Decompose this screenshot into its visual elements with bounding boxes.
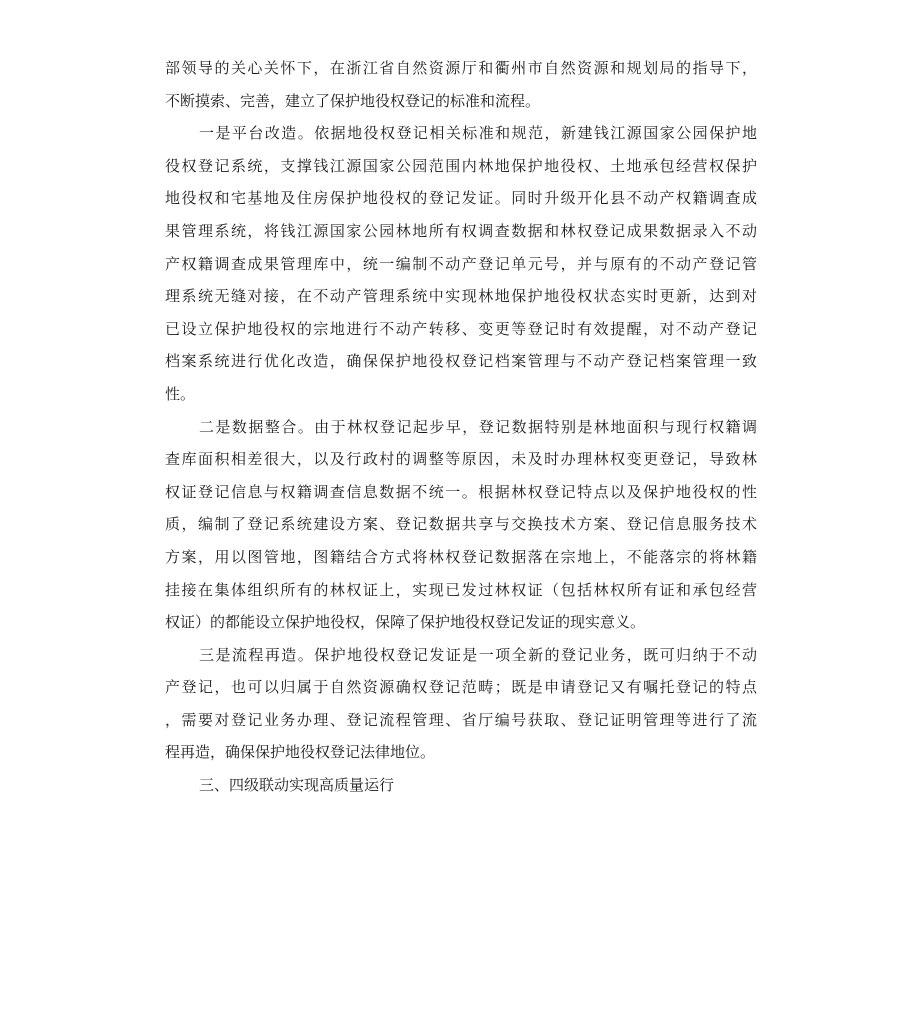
text-line: 不断摸索、完善，建立了保护地役权登记的标准和流程。: [165, 91, 541, 110]
text-line: 查库面积相差很大，以及行政村的调整等原因，未及时办理林权变更登记，导致林: [165, 450, 757, 469]
text-line: 方案，用以图管地，图籍结合方式将林权登记数据落在宗地上，不能落宗的将林籍: [165, 547, 757, 566]
text-line: ，需要对登记业务办理、登记流程管理、省厅编号获取、登记证明管理等进行了流: [165, 710, 757, 729]
text-line: 权证）的都能设立保护地役权，保障了保护地役权登记发证的现实意义。: [165, 613, 646, 632]
text-line: 三是流程再造。保护地役权登记发证是一项全新的登记业务，既可归纳于不动: [199, 645, 757, 664]
text-line: 一是平台改造。依据地役权登记相关标准和规范，新建钱江源国家公园保护地: [199, 124, 757, 143]
text-line: 档案系统进行优化改造，确保保护地役权登记档案管理与不动产登记档案管理一致: [165, 352, 757, 371]
text-line: 役权登记系统，支撑钱江源国家公园范围内林地保护地役权、土地承包经营权保护: [165, 156, 757, 175]
text-line: 挂接在集体组织所有的林权证上，实现已发过林权证（包括林权所有证和承包经营: [165, 580, 757, 599]
text-line: 权证登记信息与权籍调查信息数据不统一。根据林权登记特点以及保护地役权的性: [165, 482, 757, 501]
text-line: 性。: [165, 384, 196, 403]
text-line: 程再造，确保保护地役权登记法律地位。: [165, 743, 436, 762]
text-line: 二是数据整合。由于林权登记起步早，登记数据特别是林地面积与现行权籍调: [199, 417, 757, 436]
text-line: 产权籍调查成果管理库中，统一编制不动产登记单元号，并与原有的不动产登记管: [165, 254, 757, 273]
text-line: 地役权和宅基地及住房保护地役权的登记发证。同时升级开化县不动产权籍调查成: [165, 189, 757, 208]
text-line: 部领导的关心关怀下，在浙江省自然资源厅和衢州市自然资源和规划局的指导下，: [165, 59, 757, 77]
document-body: [165, 52, 757, 802]
text-line: 产登记，也可以归属于自然资源确权登记范畴；既是申请登记又有嘱托登记的特点: [165, 678, 757, 697]
text-line: 已设立保护地役权的宗地进行不动产转移、变更等登记时有效提醒，对不动产登记: [165, 319, 757, 338]
text-line: 果管理系统，将钱江源国家公园林地所有权调查数据和林权登记成果数据录入不动: [165, 221, 757, 240]
text-line: 理系统无缝对接，在不动产管理系统中实现林地保护地役权状态实时更新，达到对: [165, 287, 757, 306]
text-line: 三、四级联动实现高质量运行: [199, 776, 395, 795]
text-line: 质，编制了登记系统建设方案、登记数据共享与交换技术方案、登记信息服务技术: [165, 515, 757, 534]
